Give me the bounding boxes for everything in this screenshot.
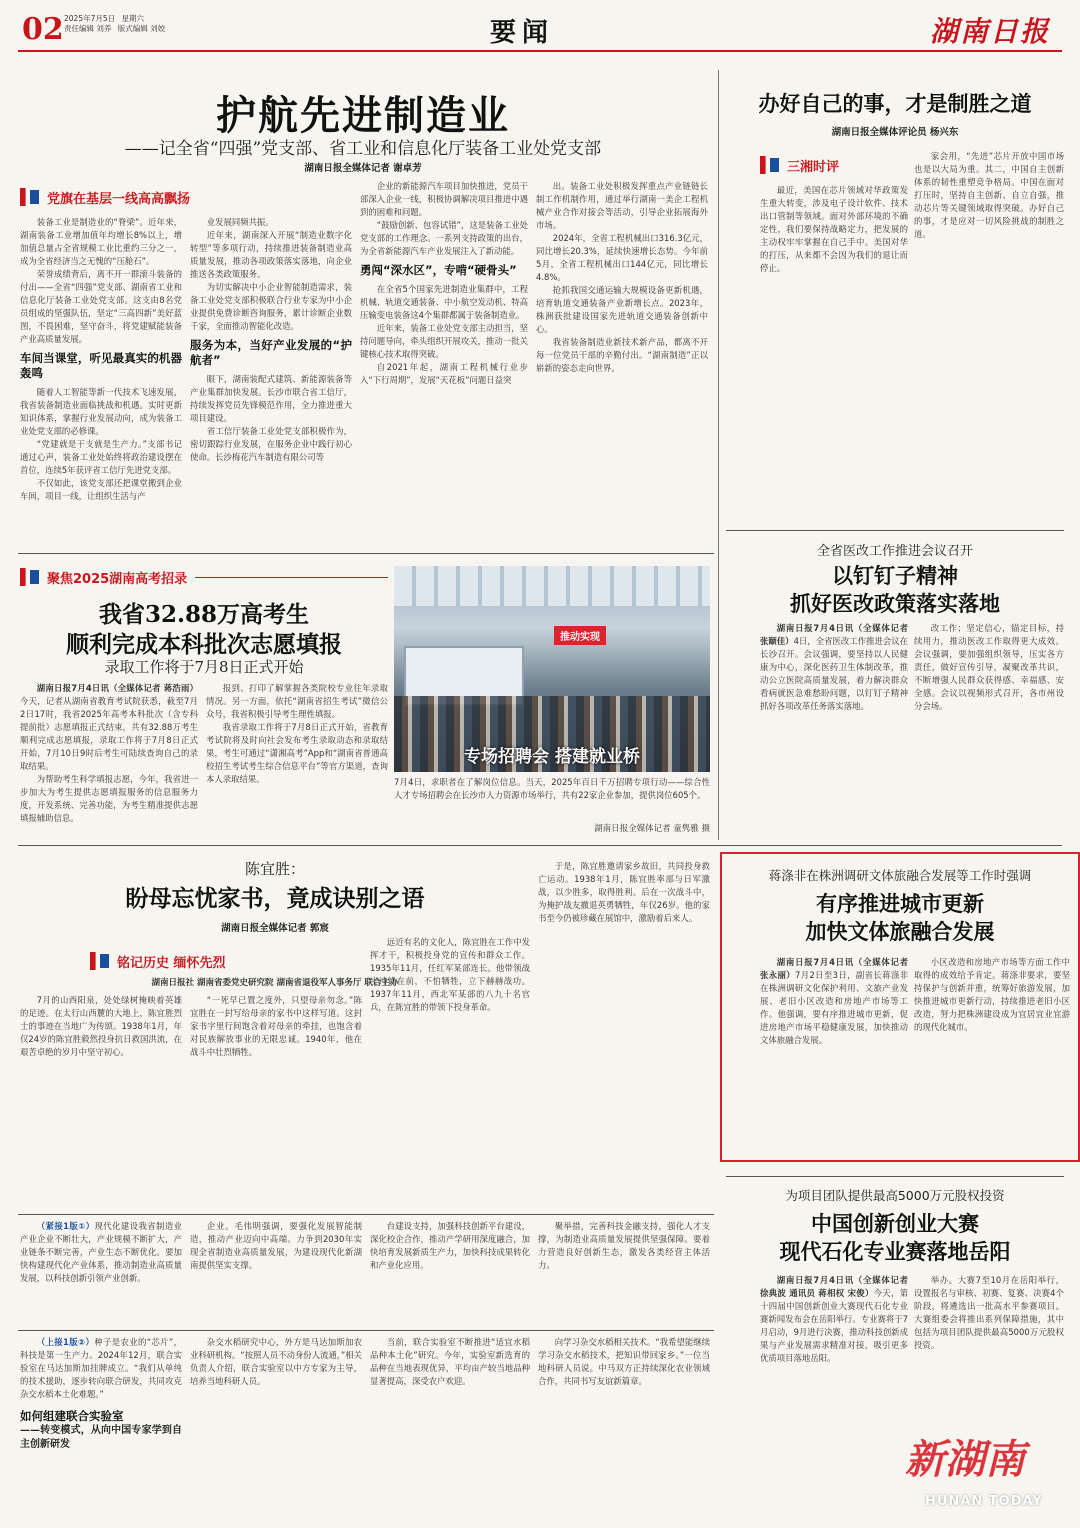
section-divider [18, 553, 714, 554]
bottom-col3 [370, 1220, 530, 1324]
editor-label: 责任编辑 [64, 24, 94, 33]
lead-label: 湖南日报7月4日讯（全媒体记者 蒋浩雨） [36, 683, 198, 693]
chen-kicker: 陈宜胜： [244, 860, 305, 878]
page-number: 02 [22, 12, 64, 47]
section-divider [726, 530, 1064, 531]
venture-kicker: 为项目团队提供最高5000万元股权投资 [785, 1188, 1005, 1203]
bottom-subhead2: ——转变模式，从向中国专家学到自主创新研发 [20, 1425, 182, 1450]
paragraph: 杂交水稻研究中心，外方是马达加斯加农业科研机构。“按照人员不动身份人流通，”相关负责人介绍，联合实验室以中方专家为主导，培养当地科研人员。 [190, 1337, 362, 1386]
chen-col3 [370, 936, 530, 1208]
yigai-title-line1: 以钉钉子精神 [832, 563, 958, 588]
article1-col1 [20, 216, 182, 540]
bottom-col8 [538, 1336, 710, 1522]
paragraph: 企业。毛伟明强调，要强化发展智能制造，推动产业迈向中高端。力争到2030年实现全省制造业高质量发展，为建设现代化新湖南提供坚实支撑。 [190, 1221, 362, 1270]
paragraph [20, 1336, 182, 1401]
issue-date [64, 14, 165, 34]
continued-text: 现代化建设我省制造业产业企业不断壮大，产业规模不断扩大，产业链条不断完善，产业生态不断优化。要加快构建现代化产业体系，推动制造业高质量发展，以科技创新引领产业创新。 [20, 1221, 182, 1283]
paragraph: 远近有名的文化人，陈宜胜在工作中发挥才干，积极投身党的宣传和群众工作。1935年11月，任红军某部连长。他带领战士冲锋在前，不怕牺牲，立下赫赫战功。1937年11月，西北军某部的八九十名官兵，在陈宜胜的带领下投身革命。 [370, 937, 530, 1012]
party-banner [20, 186, 230, 208]
paragraph: 随着人工智能等新一代技术飞速发展，我省装备制造业面临挑战和机遇。实时更新知识体系，掌握行业发展动向，成为装备工业处党支部的必修课。 [20, 387, 182, 436]
article1-subhead1: 车间当课堂，听见最真实的机器轰鸣 [20, 351, 182, 380]
banner-mark-blue-icon [770, 158, 779, 172]
masthead-logo: 湖南日报 [930, 15, 1051, 48]
section-divider [18, 1214, 714, 1215]
article1-col3 [360, 180, 528, 540]
bottom-subhead: 如何组建联合实验室 [20, 1409, 124, 1423]
paragraph: 不仅如此，该党支部还把课堂搬到企业车间，项目一线，让组织生活与产 [20, 478, 182, 501]
paragraph: “党建就是干支就是生产力。”支部书记通过心声，装备工业处始终将政治建设摆在首位，连续5年获评省工信厅先进党支部。 [20, 439, 182, 475]
paragraph: 近年来，湖南深入开展“制造业数字化转型”等多项行动，持续推进装备制造业高质量发展，推动各项政策落实落地，向企业推送各类政策服务。 [190, 230, 352, 279]
watermark-logo: 新湖南 [905, 1436, 1025, 1483]
bottom-col1 [20, 1220, 182, 1324]
gaokao-col1 [20, 682, 198, 832]
photo-caption-title: 专场招聘会 搭建就业桥 [464, 747, 640, 767]
date: 2025年7月5日 [64, 14, 116, 23]
bottom-col4 [538, 1220, 710, 1324]
paragraph: 装备工业是制造业的“脊梁”。近年来，湖南装备工业增加值年均增长8%以上，增加值总量占全省规模工业比重约三分之一，成为全省经济当之无愧的“压舱石”。 [20, 217, 182, 266]
paragraph: 报到、打印了解掌握各类院校专业往年录取情况。另一方面，依托“湖南省招生考试”微信公众号，我省积极引导考生理性填报。 [206, 683, 388, 719]
paragraph: 7月的山西阳泉，处处绿树掩映着英雄的足迹。在太行山西麓的大地上，陈宜胜烈士的事迹在当地广为传颂。1938年1月，年仅24岁的陈宜胜毅然投身抗日救国洪流，在艰苦卓绝的岁月中坚守初心。 [20, 995, 182, 1057]
paragraph: 我省装备制造业新技术新产品，都离不开每一位党员干部的辛勤付出。“湖南制造”正以崭新的姿态走向世界。 [536, 337, 708, 373]
paragraph: 家会用，“先进”芯片开放中国市场也是以大局为重。其二，中国自主创新体系的韧性重塑竞争格局。中国在面对打压时，坚持自主创新、自立自强，推动芯片等关键领域取得突破。办好自己的事，才是应对一切风险挑战的制胜之道。 [914, 151, 1064, 239]
commentary-col1 [760, 184, 908, 502]
party-banner-text: 党旗在基层一线高高飘扬 [47, 191, 191, 207]
paragraph: 改工作；坚定信心，锚定目标，持续用力，推动医改工作取得更大成效。会议强调，要加强组织领导，压实各方责任，做好宣传引导，凝聚改革共识，不断增强人民群众获得感、幸福感、安全感。会议以视频形式召开，各市州设分会场。 [914, 623, 1064, 711]
paragraph: 最近，美国在芯片领域对华政策发生重大转变，涉及电子设计软件、技术出口管制等领域。面对外部环境的不确定性，我们要保持战略定力，把发展的主动权牢牢掌握在自己手中。美国对华的打压，从来都不会因为我们的退让而停止。 [760, 185, 908, 273]
paragraph: 向学习杂交水稻相关技术。“我希望能继续学习杂交水稻技术，把知识带回家乡。”一位当地科研人员说。中马双方正持续深化农业领域合作，共同书写友谊新篇章。 [538, 1337, 710, 1386]
chen-sponsors: 湖南日报社 湖南省委党史研究院 湖南省退役军人事务厅 联合主办 [151, 978, 399, 988]
lead-label: 湖南日报7月4日讯（全媒体记者 张永丽） [760, 957, 908, 980]
paragraph: “鼓励创新、包容试错”，这是装备工业处党支部的工作理念。一系列支持政策的出台，为全省新能源汽车产业发展注入了新动能。 [360, 220, 528, 256]
venture-col1 [760, 1274, 908, 1518]
venture-title-line1: 中国创新创业大赛 [811, 1211, 979, 1236]
caption-text: 7月4日，求职者在了解岗位信息。当天，2025年百日千万招聘专项行动——综合性人才专场招聘会在长沙市人力资源市场举行，共有22家企业参加，提供岗位605个。 [394, 777, 710, 800]
article1-title: 护航先进制造业 [216, 92, 510, 139]
commentary-byline: 湖南日报全媒体评论员 杨兴东 [831, 127, 959, 138]
watermark-subtext: HUNAN TODAY [925, 1494, 1043, 1509]
chen-banner-text: 铭记历史 缅怀先烈 [117, 955, 226, 971]
yigai-title-line2: 抓好医改政策落实落地 [790, 591, 1000, 616]
paragraph: 当前，联合实验室不断推进“适宜水稻品种本土化”研究。今年，实验室新选育的品种在当地表现优异，平均亩产较当地品种显著提高，深受农户欢迎。 [370, 1337, 530, 1386]
banner-mark-blue-icon [30, 190, 39, 204]
paragraph: 出。装备工业处积极发挥重点产业链链长制工作机制作用，通过举行湖南一美企工程机械产业合作对接会等活动，引导企业拓展海外市场。 [536, 181, 708, 230]
chen-title: 盼母忘忧家书，竟成诀别之语 [125, 885, 425, 912]
continued-text: 种子是农业的“芯片”，科技是第一生产力。2024年12月，联合实验室在马达加斯加挂牌成立。“我们从单纯的技术援助，逐步转向联合研发，共同攻克杂交水稻本土化难题。” [20, 1337, 182, 1399]
section-title: 要闻 [490, 18, 555, 48]
gaokao-title-line2: 顺利完成本科批次志愿填报 [66, 631, 342, 658]
paragraph: “一死早已置之度外，只望母亲勿念。”陈宜胜在一封写给母亲的家书中这样写道。这封家书字里行间饱含着对母亲的牵挂，也饱含着对民族解放事业的无限忠诚。1940年，他在战斗中壮烈牺牲。 [190, 995, 362, 1057]
chen-col2 [190, 994, 362, 1208]
article1-subhead2: 服务为本，当好产业发展的“护航者” [190, 338, 352, 367]
gaokao-col2 [206, 682, 388, 832]
chen-col1 [20, 994, 182, 1208]
paragraph [20, 1220, 182, 1285]
lead-label: 湖南日报7月4日讯（全媒体记者 张颐佳） [760, 623, 908, 646]
paragraph [760, 1274, 908, 1365]
venture-title-line2: 现代石化专业赛落地岳阳 [779, 1239, 1011, 1264]
paragraph: 荣誉成绩背后，离不开一群滚斗装备的付出——全省“四强”党支部、湖南省工业和信息化厅装备工业处党支部。这支由8名党员组成的坚强队伍，坚定“三高四新”美好蓝图，不畏困难，坚守奋斗，将党建赋能装备产业高质量发展。 [20, 269, 182, 344]
paragraph [760, 622, 908, 713]
paragraph [760, 956, 908, 1047]
photo-credit: 湖南日报全媒体记者 童隽雅 摄 [594, 824, 710, 834]
lead-text: 7月2日至3日，副省长蒋涤非在株洲调研文化保护利用、文旅产业发展、老旧小区改造和房地产市场等工作。他强调，要有序推进城市更新，促进房地产市场平稳健康发展，加快推动文体旅融合发展。 [760, 970, 908, 1045]
paragraph: 举办。大赛7至10月在岳阳举行，设置报名与审核、初赛、复赛、决赛4个阶段，将遴选出一批高水平参赛项目。大赛组委会将推出系列保障措施，其中包括为项目团队提供最高5000万元股权投资。 [914, 1275, 1064, 1350]
bottom-col6 [190, 1336, 362, 1522]
continued-label: （上接1版②） [36, 1337, 95, 1347]
chen-col4 [538, 860, 710, 1208]
paragraph: 我省录取工作将于7月8日正式开始，省教育考试院将及时向社会发布考生录取动态和录取结果，考生可通过“潇湘高考”App和“湖南省普通高校招生考试考生综合信息平台”等官方渠道，查询本人录取结果。 [206, 722, 388, 784]
article1-subhead3: 勇闯“深水区”，专啃“硬骨头” [360, 263, 517, 277]
photo-ceiling [394, 566, 710, 606]
lead-text: 今天，记者从湖南省教育考试院获悉，截至7月2日17时，我省2025年高考本科批次（含专科提前批）志愿填报正式结束，共有32.88万考生顺利完成志愿填报，录取工作将于7月8日正式开始，7月10日9时后考生可陆续查询自己的录取结果。 [20, 696, 198, 771]
bottom-col5 [20, 1336, 182, 1522]
commentary-column-name: 三湘时评 [787, 159, 840, 175]
gaokao-banner [20, 566, 388, 588]
article1-col2 [190, 216, 352, 540]
page-header [0, 0, 1080, 54]
editor: 刘养 [96, 24, 112, 33]
paragraph: 于是，陈宜胜邀请家乡故旧，共同投身救亡运动。1938年1月，陈宜胜率部与日军激战，以少胜多，取得胜利。后在一次战斗中，为掩护战友撤退英勇牺牲，年仅26岁。他的家书至今仍被珍藏在展馆中，激励着后来人。 [538, 861, 710, 923]
yigai-col1 [760, 622, 908, 836]
gaokao-subtitle: 录取工作将于7月8日正式开始 [104, 658, 304, 676]
paragraph: 聚举措，完善科技金融支持，强化人才支撑，为制造业高质量发展提供坚强保障。要着力营造良好创新生态，激发各类经营主体活力。 [538, 1221, 710, 1270]
job-fair-photo [394, 566, 710, 772]
design-label: 版式编辑 [117, 24, 148, 33]
zhuzhou-title-line1: 有序推进城市更新 [816, 891, 984, 916]
paragraph: 台建设支持，加强科技创新平台建设，深化校企合作，推动产学研用深度融合，加快培育发展新质生产力，加快科技成果转化和产业化应用。 [370, 1221, 530, 1270]
paragraph: 为切实解决中小企业智能制造需求，装备工业处党支部积极联合行业专家为中小企业提供免费诊断咨询服务，累计诊断企业数千家，全面推动智能化改造。 [190, 282, 352, 331]
bottom-col7 [370, 1336, 530, 1522]
paragraph: 眼下，湖南装配式建筑、新能源装备等产业集群加快发展。长沙市联合省工信厅，持续发挥党员先锋模范作用，全力推进重大项目建设。 [190, 374, 352, 423]
chen-byline: 湖南日报全媒体记者 郭宸 [221, 923, 329, 934]
paragraph: 省工信厅装备工业处党支部积极作为，密切跟踪行业发展，在服务企业中践行初心使命。长沙梅花汽车制造有限公司等 [190, 426, 352, 462]
paragraph: 企业的新能源汽车项目加快推进，党员干部深入企业一线，积极协调解决项目推进中遇到的困难和问题。 [360, 181, 528, 217]
banner-mark-blue-icon [30, 570, 39, 584]
paragraph: 小区改造和房地产市场等方面工作中取得的成效给予肯定。蒋涤非要求，要坚持保护与创新并重，统筹好旅游发展，加快推进城市更新行动，持续推进老旧小区改造，努力把株洲建设成为宜居宜业宜游的现代化城市。 [914, 957, 1070, 1032]
section-divider [18, 1330, 714, 1331]
article1-col4 [536, 180, 708, 540]
paragraph: 自2021年起，湖南工程机械行业步入“下行周期”，发展“天花板”问题日益突 [360, 362, 528, 385]
commentary-col2 [914, 150, 1064, 502]
gaokao-title-line1: 我省32.88万高考生 [98, 601, 310, 628]
section-divider [726, 1176, 1064, 1177]
lead-text: 4日，全省医改工作推进会议在长沙召开。会议强调，要坚持以人民健康为中心，深化医药卫生体制改革，推动公立医院高质量发展，着力解决群众看病就医急难愁盼问题，以钉钉子精神抓好各项改革任务落实落地。 [760, 636, 908, 711]
header-rule [18, 50, 1062, 52]
column-divider [718, 70, 719, 840]
weekday: 星期六 [121, 14, 145, 23]
paragraph: 近年来，装备工业处党支部主动担当，坚持问题导向，牵头组织开展攻关，推动一批关键核心技术取得突破。 [360, 323, 528, 359]
banner-mark-blue-icon [100, 954, 109, 968]
yigai-kicker: 全省医改工作推进会议召开 [816, 544, 973, 559]
bottom-col2 [190, 1220, 362, 1324]
zhuzhou-kicker: 蒋涤非在株洲调研文体旅融合发展等工作时强调 [768, 868, 1032, 883]
commentary-column-banner [760, 154, 910, 176]
article1-byline: 湖南日报全媒体记者 谢卓芳 [304, 163, 422, 174]
paragraph: 为帮助考生科学填报志愿，今年，我省进一步加大为考生提供志愿填报服务的信息服务力度，开发系统、完善功能，为考生精准提供志愿填报辅助信息。 [20, 774, 198, 823]
lead-text: 今天，第十四届中国创新创业大赛现代石化专业赛新闻发布会在岳阳举行。专业赛将于7月启动，9月进行决赛，推动科技创新成果与产业发展需求精准对接，吸引更多优质项目落地岳阳。 [760, 1288, 908, 1363]
yigai-col2 [914, 622, 1064, 836]
paragraph: 抢抓我国交通运输大规模设备更新机遇，培育轨道交通装备产业新增长点。2023年，株洲获批建设国家先进轨道交通装备创新中心。 [536, 285, 708, 334]
banner-rule [195, 577, 388, 578]
article1-subtitle: ——记全省“四强”党支部、省工业和信息化厅装备工业处党支部 [124, 139, 602, 159]
chen-banner [90, 950, 290, 972]
section-divider [18, 845, 1062, 846]
zhuzhou-col2 [914, 956, 1070, 1156]
designer: 刘姣 [150, 24, 166, 33]
photo-sign: 推动实现 [554, 626, 606, 645]
continued-label: （紧接1版①） [36, 1221, 95, 1231]
paragraph: 业发展同频共振。 [206, 217, 274, 227]
photo-caption [394, 776, 710, 820]
paragraph: 在全省5个国家先进制造业集群中，工程机械、轨道交通装备、中小航空发动机、特高压输变电装备这4个集群都属于装备制造业。 [360, 284, 528, 320]
commentary-title: 办好自己的事，才是制胜之道 [758, 91, 1032, 116]
paragraph [20, 682, 198, 773]
zhuzhou-title-line2: 加快文体旅融合发展 [805, 919, 995, 944]
paragraph: 2024年，全省工程机械出口316.3亿元，同比增长20.3%，延续快速增长态势。今年前5月，全省工程机械出口144亿元，同比增长4.8%。 [536, 233, 708, 282]
zhuzhou-col1 [760, 956, 908, 1156]
lead-label: 湖南日报7月4日讯（全媒体记者 徐典波 通讯员 蒋相权 宋俊） [760, 1275, 908, 1298]
gaokao-banner-text: 聚焦2025湖南高考招录 [47, 571, 188, 587]
